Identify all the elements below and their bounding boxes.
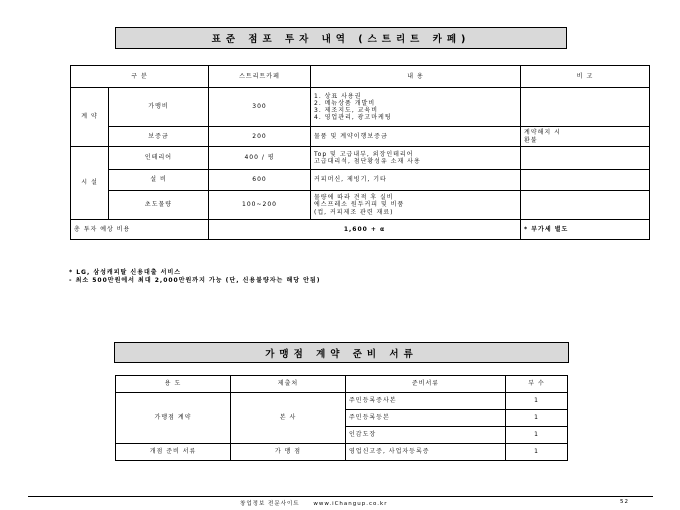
header-use: 용 도 — [116, 376, 231, 393]
row-content: 커피머신, 제빙기, 기타 — [311, 170, 521, 191]
document-count: 1 — [506, 393, 568, 410]
use-store-opening: 개점 준비 서류 — [116, 444, 231, 461]
row-note — [521, 147, 650, 170]
content-line: 3. 제조지도, 교육비 — [314, 107, 379, 114]
row-amount: 300 — [209, 88, 311, 127]
row-content — [311, 88, 521, 127]
use-contract: 가맹점 계약 — [116, 393, 231, 444]
row-amount: 600 — [209, 170, 311, 191]
group-facility: 시 설 — [71, 147, 109, 220]
row-label: 설 비 — [109, 170, 209, 191]
content-line: 1. 상표 사용권 — [314, 92, 362, 100]
table-row — [71, 127, 650, 147]
row-label: 가맹비 — [109, 88, 209, 127]
row-content — [311, 147, 521, 170]
document-name: 영업신고증, 사업자등록증 — [346, 444, 506, 461]
content-line: 2. 메뉴상품 개발비 — [314, 99, 376, 107]
row-label: 보증금 — [109, 127, 209, 147]
destination-store: 가 맹 점 — [231, 444, 346, 461]
row-note — [521, 170, 650, 191]
table-header-row — [116, 376, 568, 393]
header-remarks: 비 고 — [521, 66, 650, 88]
document-count: 1 — [506, 410, 568, 427]
investment-title: 표준 점포 투자 내역 (스트리트 카페) — [115, 27, 567, 49]
loan-note-line: * LG, 삼성캐피탈 신용대출 서비스 — [69, 269, 182, 276]
total-note: * 부가세 별도 — [521, 220, 650, 240]
header-count: 부 수 — [506, 376, 568, 393]
row-label: 인테리어 — [109, 147, 209, 170]
destination-hq: 본 사 — [231, 393, 346, 444]
page-number: 52 — [620, 499, 629, 505]
row-note — [521, 88, 650, 127]
row-amount: 400 / 평 — [209, 147, 311, 170]
header-destination: 제출처 — [231, 376, 346, 393]
content-line: 에스프레소 원두커피 및 비품 — [314, 201, 405, 209]
documents-title: 가맹점 계약 준비 서류 — [114, 342, 569, 363]
loan-notes — [69, 269, 320, 285]
row-note — [521, 127, 650, 147]
note-line: 계약해지 시 — [524, 129, 561, 137]
content-line: 물량에 따라 견적 후 실비 — [314, 194, 394, 202]
document-name: 주민등록등본 — [346, 410, 506, 427]
footer-site-name: 창업정보 전문사이트 — [240, 501, 300, 507]
header-documents: 준비서류 — [346, 376, 506, 393]
content-line: (컵, 커피제조 관련 재료) — [314, 208, 394, 216]
row-note — [521, 191, 650, 220]
total-value: 1,600 + α — [209, 220, 521, 240]
footer-url[interactable]: www.iChangup.co.kr — [313, 501, 388, 507]
row-content: 물품 및 계약이행보증금 — [311, 127, 521, 147]
investment-table — [70, 65, 650, 240]
header-category: 구 분 — [71, 66, 209, 88]
table-header-row — [71, 66, 650, 88]
document-name: 인감도장 — [346, 427, 506, 444]
loan-note-line: - 최소 500만원에서 최대 2,000만원까지 가능 (단, 신용불량자는 해당 안됨) — [69, 277, 321, 284]
header-street-cafe: 스트리트카페 — [209, 66, 311, 88]
table-row — [71, 170, 650, 191]
header-content: 내 용 — [311, 66, 521, 88]
row-amount: 200 — [209, 127, 311, 147]
total-label: 총 투자 예상 비용 — [71, 220, 209, 240]
row-content — [311, 191, 521, 220]
table-row — [71, 147, 650, 170]
table-row — [71, 191, 650, 220]
row-amount: 100~200 — [209, 191, 311, 220]
content-line: 고급대리석, 첨단황성유 소재 사용 — [314, 158, 421, 165]
table-row — [71, 88, 650, 127]
documents-table — [115, 375, 568, 461]
footer-site — [240, 499, 387, 507]
content-line: Top 및 고급내부, 외장인테리어 — [314, 150, 414, 158]
document-count: 1 — [506, 427, 568, 444]
content-line: 4. 영업관리, 광고마케팅 — [314, 114, 392, 122]
footer-divider — [28, 496, 653, 497]
table-row — [116, 444, 568, 461]
document-count: 1 — [506, 444, 568, 461]
row-label: 초도물량 — [109, 191, 209, 220]
group-contract: 계 약 — [71, 88, 109, 147]
document-name: 주민등록증사본 — [346, 393, 506, 410]
table-row — [116, 393, 568, 410]
note-line: 환불 — [524, 136, 538, 144]
total-row — [71, 220, 650, 240]
